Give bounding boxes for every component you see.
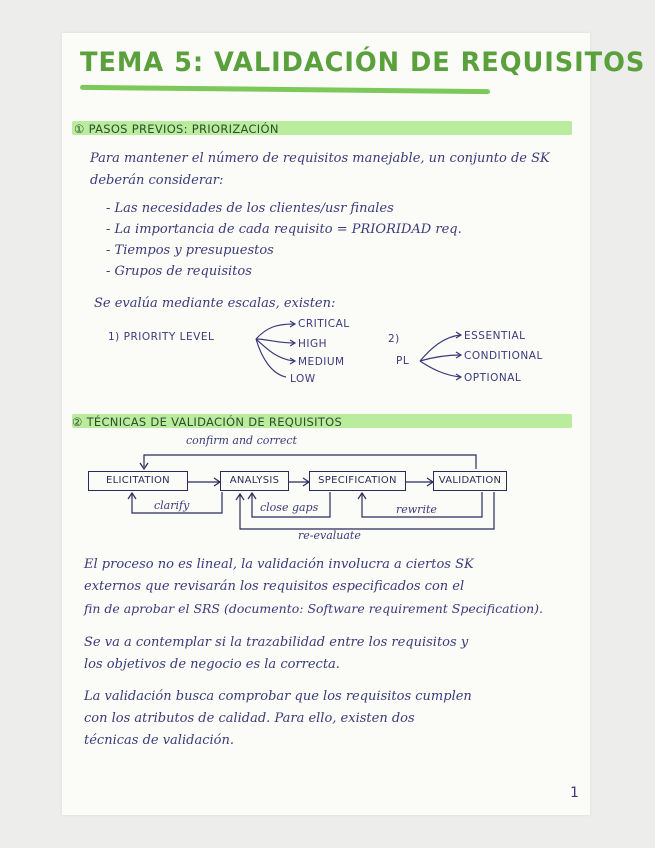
scale2-label: PL bbox=[396, 355, 410, 367]
stage-specification: SPECIFICATION bbox=[309, 471, 406, 491]
section1-intro-line1: Para mantener el número de requisitos manejable, un conjunto de SK bbox=[90, 151, 550, 166]
para3-line: con los atributos de calidad. Para ello, existen dos bbox=[84, 711, 415, 726]
scale1-level: MEDIUM bbox=[298, 356, 345, 368]
scale1-level: LOW bbox=[290, 373, 316, 385]
section1-heading: ① PASOS PREVIOS: PRIORIZACIÓN bbox=[74, 122, 279, 136]
section2-heading: ② TÉCNICAS DE VALIDACIÓN DE REQUISITOS bbox=[72, 415, 343, 429]
para1-line: externos que revisarán los requisitos especificados con el bbox=[84, 579, 465, 594]
para1-line: fin de aprobar el SRS (documento: Software requirement Specification). bbox=[84, 601, 543, 616]
scale2-branch-arrows bbox=[418, 329, 464, 383]
loop-label-close-gaps: close gaps bbox=[260, 501, 319, 514]
stage-validation: VALIDATION bbox=[433, 471, 507, 491]
para3-line: La validación busca comprobar que los requisitos cumplen bbox=[84, 689, 472, 704]
bullet-item: - Grupos de requisitos bbox=[106, 264, 252, 279]
scale2-level: ESSENTIAL bbox=[464, 330, 526, 342]
scale2-number: 2) bbox=[388, 333, 400, 345]
bullet-item: - La importancia de cada requisito = PRIORIDAD req. bbox=[106, 222, 462, 237]
bullet-item: - Las necesidades de los clientes/usr finales bbox=[106, 201, 394, 216]
scale1-level: HIGH bbox=[298, 338, 328, 350]
scale2-level: CONDITIONAL bbox=[464, 350, 543, 362]
para3-line: técnicas de validación. bbox=[84, 733, 234, 748]
stage-elicitation: ELICITATION bbox=[88, 471, 188, 491]
loop-label-clarify: clarify bbox=[154, 499, 190, 512]
bullet-item: - Tiempos y presupuestos bbox=[106, 243, 274, 258]
section1-intro-line2: deberán considerar: bbox=[90, 173, 224, 188]
loop-label-rewrite: rewrite bbox=[396, 503, 437, 516]
scale2-level: OPTIONAL bbox=[464, 372, 522, 384]
para2-line: los objetivos de negocio es la correcta. bbox=[84, 657, 340, 672]
para1-line: El proceso no es lineal, la validación involucra a ciertos SK bbox=[84, 557, 474, 572]
loop-label-confirm: confirm and correct bbox=[186, 434, 297, 447]
scale1-branch-arrows bbox=[252, 319, 302, 381]
scale1-label: 1) PRIORITY LEVEL bbox=[108, 331, 215, 343]
scales-line: Se evalúa mediante escalas, existen: bbox=[94, 296, 336, 311]
para2-line: Se va a contemplar si la trazabilidad entre los requisitos y bbox=[84, 635, 469, 650]
page-title: TEMA 5: VALIDACIÓN DE REQUISITOS bbox=[80, 47, 646, 78]
loop-label-reevaluate: re-evaluate bbox=[298, 529, 361, 542]
scale1-level: CRITICAL bbox=[298, 318, 350, 330]
notes-page bbox=[62, 33, 646, 815]
stage-analysis: ANALYSIS bbox=[220, 471, 289, 491]
title-underline bbox=[80, 85, 490, 94]
page-number: 1 bbox=[570, 785, 579, 801]
